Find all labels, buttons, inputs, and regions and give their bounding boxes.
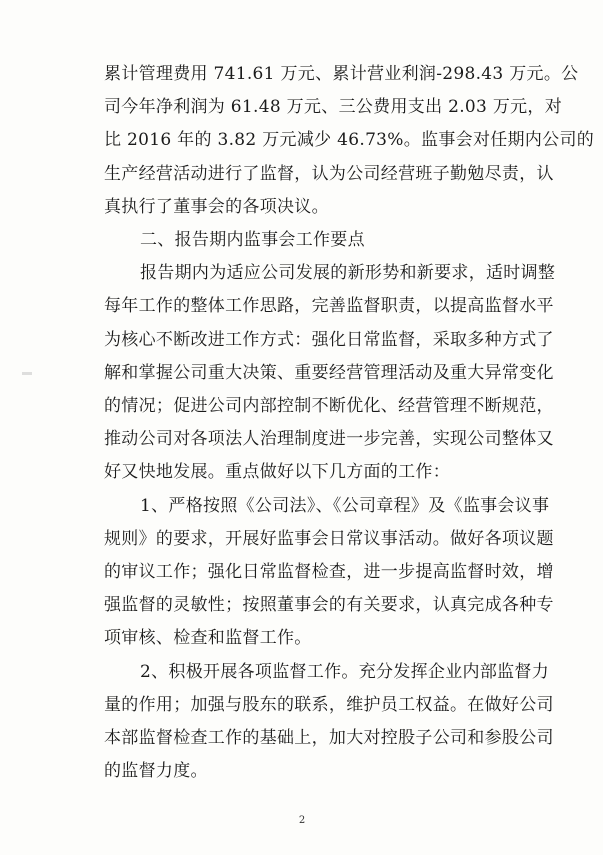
paragraph-line: 累计管理费用 741.61 万元、累计营业利润-298.43 万元。公 <box>104 64 579 84</box>
paragraph-line: 比 2016 年的 3.82 万元减少 46.73%。监事会对任期内公司的 <box>104 130 595 151</box>
paragraph-line: 的审议工作；强化日常监督检查，进一步提高监督时效，增 <box>104 562 554 582</box>
paragraph-line: 规则》的要求，开展好监事会日常议事活动。做好各项议题 <box>104 528 554 549</box>
paragraph-line: 的监督力度。 <box>104 761 208 782</box>
scan-mark <box>22 372 32 375</box>
paragraph-line: 量的作用；加强与股东的联系，维护员工权益。在做好公司 <box>104 694 554 715</box>
paragraph-line: 为核心不断改进工作方式：强化日常监督，采取多种方式了 <box>104 329 554 350</box>
paragraph-line: 本部监督检查工作的基础上，加大对控股子公司和参股公司 <box>104 728 554 748</box>
paragraph-line: 项审核、检查和监督工作。 <box>104 628 312 649</box>
paragraph-line: 强监督的灵敏性；按照董事会的有关要求，认真完成各种专 <box>104 595 554 616</box>
paragraph-line: 1、严格按照《公司法》、《公司章程》及《监事会议事 <box>140 495 550 516</box>
paragraph-line: 报告期内为适应公司发展的新形势和新要求，适时调整 <box>140 263 556 284</box>
paragraph-line: 解和掌握公司重大决策、重要经营管理活动及重大异常变化 <box>104 362 554 383</box>
section-heading: 二、报告期内监事会工作要点 <box>140 230 365 250</box>
page-number: 2 <box>298 815 306 826</box>
paragraph-line: 2、积极开展各项监督工作。充分发挥企业内部监督力 <box>140 661 550 682</box>
paragraph-line: 推动公司对各项法人治理制度进一步完善，实现公司整体又 <box>104 429 554 450</box>
paragraph-line: 好又快地发展。重点做好以下几方面的工作： <box>104 462 450 483</box>
paragraph-line: 司今年净利润为 61.48 万元、三公费用支出 2.03 万元，对 <box>104 97 563 118</box>
paragraph-line: 真执行了董事会的各项决议。 <box>104 196 329 217</box>
paragraph-line: 每年工作的整体工作思路，完善监督职责，以提高监督水平 <box>104 296 554 317</box>
paragraph-line: 的情况；促进公司内部控制不断优化、经营管理不断规范， <box>104 396 554 416</box>
paragraph-line: 生产经营活动进行了监督，认为公司经营班子勤勉尽责，认 <box>104 163 554 184</box>
